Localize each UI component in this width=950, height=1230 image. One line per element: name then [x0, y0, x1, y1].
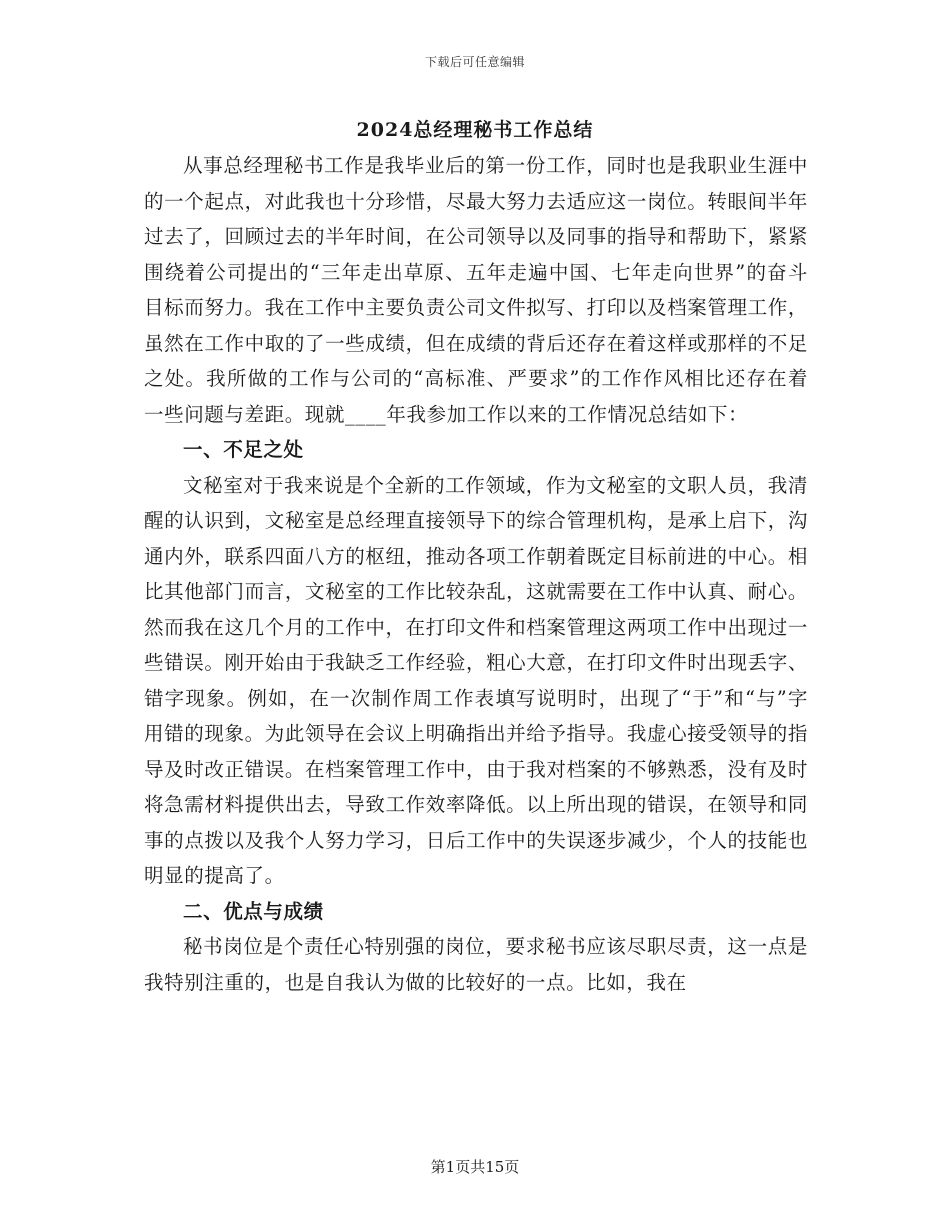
- page-header-note: 下载后可任意编辑: [424, 55, 525, 69]
- strengths-paragraph: 秘书岗位是个责任心特别强的岗位，要求秘书应该尽职尽责，这一点是我特别注重的，也是自我认为做的比较好的一点。比如，我在: [144, 935, 808, 994]
- section-heading-shortcomings: 一、不足之处: [183, 438, 304, 461]
- intro-paragraph: 从事总经理秘书工作是我毕业后的第一份工作，同时也是我职业生涯中的一个起点，对此我也十分珍惜，尽最大努力去适应这一岗位。转眼间半年过去了，回顾过去的半年时间，在公司领导以及同事的指导和帮助下，紧紧围绕着公司提出的“三年走出草原、五年走遍中国、七年走向世界”的奋斗目标而努力。我在工作中主要负责公司文件拟写、打印以及档案管理工作，虽然在工作中取的了一些成绩，但在成绩的背后还存在着这样或那样的不足之处。我所做的工作与公司的“高标准、严要求”的工作作风相比还存在着一些问题与差距。现就____年我参加工作以来的工作情况总结如下：: [144, 154, 808, 426]
- document-title: 2024总经理秘书工作总结: [356, 119, 594, 141]
- document-body: [144, 148, 808, 1000]
- section-heading-strengths: 二、优点与成绩: [183, 899, 324, 923]
- page-number: 第1页共15页: [430, 1158, 520, 1176]
- shortcomings-paragraph: 文秘室对于我来说是个全新的工作领域，作为文秘室的文职人员，我清醒的认识到，文秘室是总经理直接领导下的综合管理机构，是承上启下，沟通内外，联系四面八方的枢纽，推动各项工作朝着既定目标前进的中心。相比其他部门而言，文秘室的工作比较杂乱，这就需要在工作中认真、耐心。然而我在这几个月的工作中，在打印文件和档案管理这两项工作中出现过一些错误。刚开始由于我缺乏工作经验，粗心大意，在打印文件时出现丢字、错字现象。例如，在一次制作周工作表填写说明时，出现了“于”和“与”字用错的现象。为此领导在会议上明确指出并给予指导。我虚心接受领导的指导及时改正错误。在档案管理工作中，由于我对档案的不够熟悉，没有及时将急需材料提供出去，导致工作效率降低。以上所出现的错误，在领导和同事的点拨以及我个人努力学习，日后工作中的失误逐步减少，个人的技能也明显的提高了。: [144, 473, 808, 887]
